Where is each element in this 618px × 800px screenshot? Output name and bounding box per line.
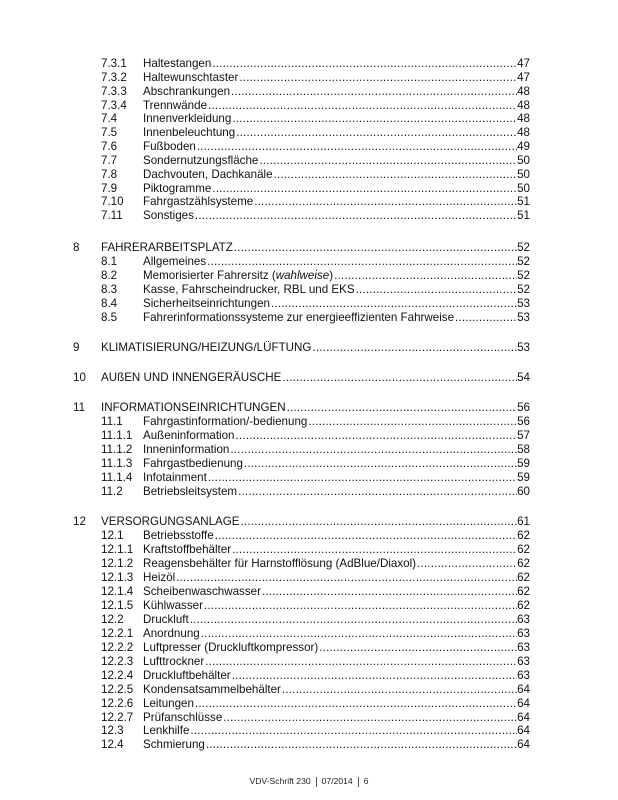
toc-entry-page: 51 [517,209,530,222]
toc-entry-line [143,585,530,599]
toc-entry-number: 7.3.1 [101,57,127,70]
toc-section-entry[interactable] [101,415,530,429]
toc-entry-page: 62 [517,585,530,598]
toc-entry-title: Piktogramme [143,182,212,195]
toc-entry-number: 7.3.3 [101,85,127,98]
toc-chapter-entry[interactable] [73,341,530,355]
toc-entry-title: Abschrankungen [143,85,231,98]
toc-entry-page: 54 [517,371,530,384]
toc-entry-page: 64 [517,683,530,696]
dot-leader [232,112,517,126]
toc-entry-title: Trennwände [143,99,208,112]
toc-entry-page: 62 [517,557,530,570]
toc-section-entry[interactable] [101,209,530,223]
toc-entry-title: Fahrgastbedienung [143,457,243,470]
dot-leader [241,515,518,529]
toc-entry-number: 7.4 [101,112,118,125]
toc-entry-title: Dachvouten, Dachkanäle [143,168,273,181]
toc-entry-number: 11.1.1 [101,429,133,442]
toc-entry-number: 12.2.3 [101,655,134,668]
toc-entry-line [143,269,530,283]
toc-entry-line [143,154,530,168]
toc-entry-number: 11.1.2 [101,443,133,456]
toc-entry-line [143,195,530,209]
toc-entry-title: Betriebsleitsystem [143,485,238,498]
toc-entry-title: Lenkhilfe [143,724,190,737]
toc-entry-title: Anordnung [143,627,200,640]
dot-leader [455,311,517,325]
toc-entry-line [143,182,530,196]
toc-section-entry[interactable] [101,724,530,738]
toc-entry-line [143,471,530,485]
toc-entry-page: 64 [517,711,530,724]
toc-entry-number: 11 [73,401,86,414]
toc-section-entry[interactable] [101,529,530,543]
toc-entry-page: 63 [517,669,530,682]
toc-section-entry[interactable] [101,429,530,443]
toc-section-entry[interactable] [101,154,530,168]
toc-entry-page: 63 [517,613,530,626]
toc-entry-title: FAHRERARBEITSPLATZ [101,241,233,254]
dot-leader [206,738,517,752]
dot-leader [232,669,517,683]
toc-entry-page: 52 [517,283,530,296]
footer-separator [358,777,359,787]
toc-section-entry[interactable] [101,711,530,725]
toc-entry-number: 9 [73,341,80,354]
toc-entry-title: Kondensatsammelbehälter [143,683,281,696]
toc-entry-line [143,738,530,752]
toc-entry-line [143,71,530,85]
dot-leader [232,543,517,557]
toc-section-entry[interactable] [101,457,530,471]
dot-leader [212,182,517,196]
toc-entry-title: Fahrerinformationssysteme zur energieeffizienten Fahrweise [143,311,455,324]
dot-leader [282,683,517,697]
toc-entry-line [143,599,530,613]
toc-entry-line [101,341,530,355]
toc-section-entry[interactable] [101,85,530,99]
toc-entry-line [143,311,530,325]
toc-entry-page: 62 [517,599,530,612]
dot-leader [234,241,517,255]
toc-entry-page: 53 [517,297,530,310]
toc-entry-page: 64 [517,738,530,751]
toc-entry-page: 47 [517,57,530,70]
toc-entry-number: 8.5 [101,311,118,324]
toc-entry-page: 48 [517,99,530,112]
dot-leader [271,297,517,311]
dot-leader [254,195,517,209]
toc-entry-line [143,485,530,499]
toc-section-entry[interactable] [101,255,530,269]
toc-entry-number: 12.2.7 [101,711,134,724]
toc-section-entry[interactable] [101,195,530,209]
toc-entry-line [143,697,530,711]
toc-section-entry[interactable] [101,311,530,325]
toc-entry-page: 52 [517,241,530,254]
toc-entry-line [143,209,530,223]
toc-entry-page: 53 [517,341,530,354]
toc-entry-page: 59 [517,457,530,470]
toc-entry-title-italic: wahlweise [275,269,330,282]
toc-chapter-entry[interactable] [73,241,530,255]
toc-entry-title: Lufttrockner [143,655,205,668]
toc-entry-line [143,126,530,140]
toc-entry-title: Kraftstoffbehälter [143,543,232,556]
toc-section-entry[interactable] [101,140,530,154]
dot-leader [262,585,517,599]
toc-entry-number: 11.1 [101,415,123,428]
toc-entry-line [143,283,530,297]
footer-page-number: 6 [363,776,369,786]
toc-section-entry[interactable] [101,71,530,85]
toc-entry-number: 7.6 [101,140,118,153]
toc-entry-number: 11.2 [101,485,123,498]
toc-entry-title: Inneninformation [143,443,230,456]
toc-entry-number: 8.4 [101,297,118,310]
toc-entry-number: 12.2.2 [101,641,134,654]
toc-entry-title: Sicherheitseinrichtungen [143,297,270,310]
toc-entry-line [101,241,530,255]
toc-section-entry[interactable] [101,613,530,627]
toc-entry-number: 8 [73,241,80,254]
toc-entry-number: 11.1.3 [101,457,133,470]
toc-entry-line [143,683,530,697]
toc-entry-number: 12.3 [101,724,124,737]
toc-section-entry[interactable] [101,599,530,613]
dot-leader [223,711,517,725]
toc-chapter-entry[interactable] [73,515,530,529]
toc-entry-number: 7.9 [101,182,118,195]
dot-leader [201,627,517,641]
toc-entry-page: 63 [517,641,530,654]
toc-entry-line [143,627,530,641]
toc-entry-page: 48 [517,112,530,125]
toc-entry-title: Haltestangen [143,57,212,70]
toc-entry-line [143,415,530,429]
toc-entry-line [143,297,530,311]
toc-entry-page: 59 [517,471,530,484]
toc-entry-title: Infotainment [143,471,207,484]
toc-section-entry[interactable] [101,655,530,669]
toc-entry-title: Luftpresser (Druckluftkompressor) [143,641,319,654]
toc-entry-line [143,443,530,457]
toc-entry-page: 62 [517,543,530,556]
dot-leader [204,599,517,613]
toc-entry-line [143,557,530,571]
toc-entry-title: Betriebsstoffe [143,529,214,542]
toc-entry-title: Druckluftbehälter [143,669,231,682]
toc-entry-number: 12.2.6 [101,697,134,710]
toc-entry-page: 62 [517,529,530,542]
toc-entry-page: 58 [517,443,530,456]
toc-section-entry[interactable] [101,557,530,571]
toc-section-entry[interactable] [101,669,530,683]
toc-entry-number: 7.3.4 [101,99,127,112]
toc-entry-number: 7.3.2 [101,71,127,84]
toc-entry-line [143,85,530,99]
dot-leader [208,471,517,485]
toc-entry-page: 50 [517,182,530,195]
toc-entry-title: Druckluft [143,613,189,626]
footer-date: 07/2014 [321,776,353,786]
toc-section-entry[interactable] [101,283,530,297]
toc-section-entry[interactable] [101,57,530,71]
toc-entry-title: Leitungen [143,697,194,710]
toc-entry-title [143,269,334,283]
toc-entry-line [143,529,530,543]
toc-entry-number: 12.2.5 [101,683,134,696]
toc-entry-line [101,515,530,529]
toc-entry-page: 47 [517,71,530,84]
dot-leader [417,557,517,571]
toc-entry-page: 63 [517,655,530,668]
toc-section-entry[interactable] [101,683,530,697]
toc-entry-line [143,724,530,738]
toc-entry-line [143,168,530,182]
toc-entry-line [143,711,530,725]
toc-entry-line [143,669,530,683]
toc-entry-page: 56 [517,401,530,414]
toc-entry-line [143,57,530,71]
toc-section-entry[interactable] [101,627,530,641]
toc-entry-title: Fahrgastinformation/-bedienung [143,415,308,428]
toc-entry-line [143,571,530,585]
toc-entry-line [101,401,530,415]
dot-leader [212,57,517,71]
toc-entry-title: Prüfanschlüsse [143,711,223,724]
toc-entry-title: Reagensbehälter für Harnstofflösung (AdBlue/Diaxol) [143,557,417,570]
dot-leader [287,401,517,415]
dot-leader [356,283,518,297]
dot-leader [259,154,517,168]
toc-entry-title-text: Memorisierter Fahrersitz ( [143,269,276,282]
toc-entry-number: 12 [73,515,86,528]
toc-entry-title: Fahrgastzählsysteme [143,195,254,208]
toc-entry-title-text: ) [329,269,334,282]
toc-entry-line [143,99,530,113]
toc-entry-title: Schmierung [143,738,205,751]
dot-leader [308,415,517,429]
footer-separator [316,777,317,787]
toc-entry-number: 8.2 [101,269,118,282]
toc-section-entry[interactable] [101,585,530,599]
toc-section-entry[interactable] [101,697,530,711]
toc-entry-number: 12.1.5 [101,599,134,612]
toc-entry-page: 48 [517,85,530,98]
toc-section-entry[interactable] [101,168,530,182]
toc-entry-page: 48 [517,126,530,139]
toc-entry-line [143,112,530,126]
toc-entry-page: 60 [517,485,530,498]
toc-entry-title: Sonstiges [143,209,194,222]
toc-entry-title: Fußboden [143,140,196,153]
dot-leader [239,71,517,85]
dot-leader [208,99,517,113]
dot-leader [207,255,517,269]
toc-entry-page: 61 [517,515,530,528]
toc-entry-page: 51 [517,195,530,208]
dot-leader [244,457,517,471]
toc-section-entry[interactable] [101,738,530,752]
toc-entry-page: 56 [517,415,530,428]
toc-entry-line [143,655,530,669]
toc-entry-line [143,255,530,269]
toc-entry-number: 12.1.4 [101,585,134,598]
toc-entry-page: 53 [517,311,530,324]
toc-entry-line [143,641,530,655]
toc-section-entry[interactable] [101,269,530,283]
toc-entry-title: Außeninformation [143,429,235,442]
toc-section-entry[interactable] [101,443,530,457]
toc-section-entry[interactable] [101,471,530,485]
toc-entry-number: 12.1.3 [101,571,134,584]
dot-leader [334,269,517,283]
toc-entry-number: 12.2.4 [101,669,134,682]
toc-section-entry[interactable] [101,182,530,196]
dot-leader [230,443,517,457]
page-footer [0,775,618,787]
dot-leader [282,371,517,385]
toc-entry-title: Heizöl [143,571,176,584]
toc-chapter-entry[interactable] [73,401,530,415]
toc-entry-page: 62 [517,571,530,584]
toc-entry-line [143,543,530,557]
dot-leader [231,85,517,99]
toc-entry-number: 8.3 [101,283,118,296]
toc-entry-line [101,371,530,385]
dot-leader [195,209,517,223]
toc-entry-page: 49 [517,140,530,153]
footer-document-name: VDV-Schrift 230 [249,776,311,786]
dot-leader [197,140,517,154]
toc-entry-page: 64 [517,724,530,737]
toc-entry-number: 12.1.2 [101,557,134,570]
dot-leader [319,641,517,655]
toc-entry-title: Innenbeleuchtung [143,126,236,139]
toc-entry-page: 57 [517,429,530,442]
toc-entry-page: 50 [517,154,530,167]
toc-section-entry[interactable] [101,297,530,311]
toc-entry-page: 64 [517,697,530,710]
toc-entry-number: 7.7 [101,154,118,167]
toc-entry-title: Scheibenwaschwasser [143,585,261,598]
toc-section-entry[interactable] [101,99,530,113]
toc-entry-number: 7.11 [101,209,123,222]
toc-entry-title: Sondernutzungsfläche [143,154,259,167]
toc-entry-number: 12.2.1 [101,627,134,640]
toc-section-entry[interactable] [101,126,530,140]
toc-entry-number: 8.1 [101,255,118,268]
dot-leader [205,655,517,669]
toc-entry-number: 7.5 [101,126,118,139]
dot-leader [176,571,517,585]
toc-entry-title: INFORMATIONSEINRICHTUNGEN [101,401,286,414]
toc-entry-number: 12.2 [101,613,124,626]
toc-section-entry[interactable] [101,641,530,655]
toc-entry-page: 52 [517,269,530,282]
toc-entry-line [143,429,530,443]
toc-entry-title: Kasse, Fahrscheindrucker, RBL und EKS [143,283,355,296]
toc-entry-title: Allgemeines [143,255,207,268]
toc-entry-number: 11.1.4 [101,471,133,484]
dot-leader [236,126,517,140]
toc-entry-page: 52 [517,255,530,268]
dot-leader [236,429,518,443]
toc-entry-number: 7.8 [101,168,118,181]
toc-entry-title: VERSORGUNGSANLAGE [101,515,240,528]
dot-leader [195,697,517,711]
toc-entry-title: KLIMATISIERUNG/HEIZUNG/LÜFTUNG [101,341,312,354]
dot-leader [190,613,517,627]
toc-entry-line [143,613,530,627]
dot-leader [312,341,517,355]
toc-section-entry[interactable] [101,571,530,585]
toc-entry-title: Haltewunschtaster [143,71,239,84]
toc-entry-number: 12.4 [101,738,124,751]
toc-entry-title: Innenverkleidung [143,112,232,125]
toc-section-entry[interactable] [101,485,530,499]
toc-entry-line [143,140,530,154]
toc-section-entry[interactable] [101,112,530,126]
dot-leader [190,724,517,738]
toc-entry-number: 12.1.1 [101,543,134,556]
toc-entry-title: Kühlwasser [143,599,203,612]
toc-entry-line [143,457,530,471]
toc-entry-title: AUßEN UND INNENGERÄUSCHE [101,371,282,384]
toc-chapter-entry[interactable] [73,371,530,385]
toc-entry-page: 63 [517,627,530,640]
toc-entry-number: 7.10 [101,195,124,208]
toc-entry-number: 10 [73,371,86,384]
dot-leader [274,168,518,182]
toc-entry-number: 12.1 [101,529,124,542]
dot-leader [215,529,517,543]
dot-leader [238,485,517,499]
toc-entry-page: 50 [517,168,530,181]
toc-section-entry[interactable] [101,543,530,557]
